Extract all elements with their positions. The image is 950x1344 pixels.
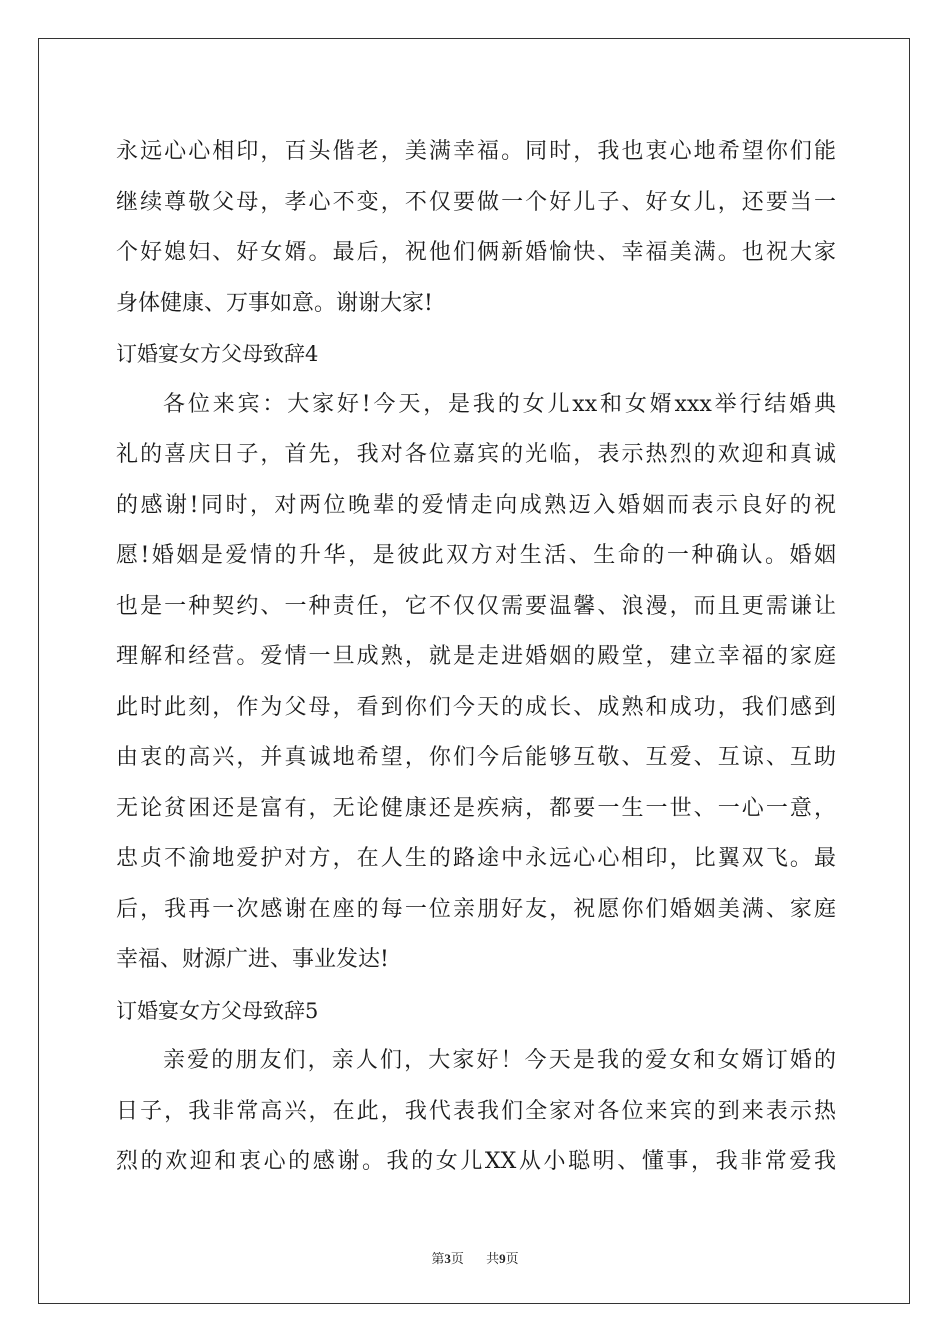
text-line: 礼的喜庆日子，首先，我对各位嘉宾的光临，表示热烈的欢迎和真诚 bbox=[116, 442, 836, 467]
page-suffix: 页 bbox=[450, 1252, 464, 1267]
text-line: 继续尊敬父母，孝心不变，不仅要做一个好儿子、好女儿，还要当一 bbox=[116, 189, 836, 215]
page-number: 3 bbox=[444, 1251, 451, 1266]
text-line: 个好媳妇、好女婿。最后，祝他们俩新婚愉快、幸福美满。也祝大家 bbox=[116, 240, 836, 265]
total-pages-indicator bbox=[486, 1252, 519, 1267]
text-line: 各位来宾：大家好!今天，是我的女儿xx和女婿xxx举行结婚典 bbox=[163, 391, 836, 417]
text-line: 无论贫困还是富有，无论健康还是疾病，都要一生一世、一心一意， bbox=[116, 795, 836, 821]
text-line: 身体健康、万事如意。谢谢大家! bbox=[116, 290, 433, 316]
text-line: 的感谢!同时，对两位晚辈的爱情走向成熟迈入婚姻而表示良好的祝 bbox=[116, 492, 836, 518]
section-heading: 订婚宴女方父母致辞5 bbox=[116, 998, 319, 1023]
page-indicator bbox=[431, 1252, 468, 1267]
total-prefix: 共 bbox=[486, 1252, 500, 1267]
text-line: 理解和经营。爱情一旦成熟，就是走进婚姻的殿堂，建立幸福的家庭 bbox=[116, 644, 836, 669]
text-line: 此时此刻，作为父母，看到你们今天的成长、成熟和成功，我们感到 bbox=[116, 694, 836, 720]
text-line: 幸福、财源广进、事业发达! bbox=[116, 947, 389, 972]
section-heading: 订婚宴女方父母致辞4 bbox=[116, 342, 319, 366]
text-line: 永远心心相印，百头偕老，美满幸福。同时，我也衷心地希望你们能 bbox=[116, 139, 836, 164]
text-line: 也是一种契约、一种责任，它不仅仅需要温馨、浪漫，而且更需谦让 bbox=[116, 593, 836, 619]
total-pages: 9 bbox=[499, 1251, 506, 1266]
text-line: 忠贞不渝地爱护对方，在人生的路途中永远心心相印，比翼双飞。最 bbox=[116, 846, 836, 871]
text-line: 烈的欢迎和衷心的感谢。我的女儿XX从小聪明、懂事，我非常爱我 bbox=[116, 1149, 836, 1174]
text-line: 由衷的高兴，并真诚地希望，你们今后能够互敬、互爱、互谅、互助 bbox=[116, 745, 836, 770]
text-line: 亲爱的朋友们，亲人们，大家好！今天是我的爱女和女婿订婚的 bbox=[163, 1048, 836, 1073]
total-suffix: 页 bbox=[505, 1252, 519, 1267]
page-footer bbox=[0, 1248, 950, 1267]
text-line: 日子，我非常高兴，在此，我代表我们全家对各位来宾的到来表示热 bbox=[116, 1098, 836, 1124]
text-line: 愿!婚姻是爱情的升华，是彼此双方对生活、生命的一种确认。婚姻 bbox=[116, 543, 836, 568]
text-line: 后，我再一次感谢在座的每一位亲朋好友，祝愿你们婚姻美满、家庭 bbox=[116, 896, 836, 922]
document-body bbox=[116, 127, 836, 1188]
page-prefix: 第 bbox=[431, 1252, 445, 1267]
